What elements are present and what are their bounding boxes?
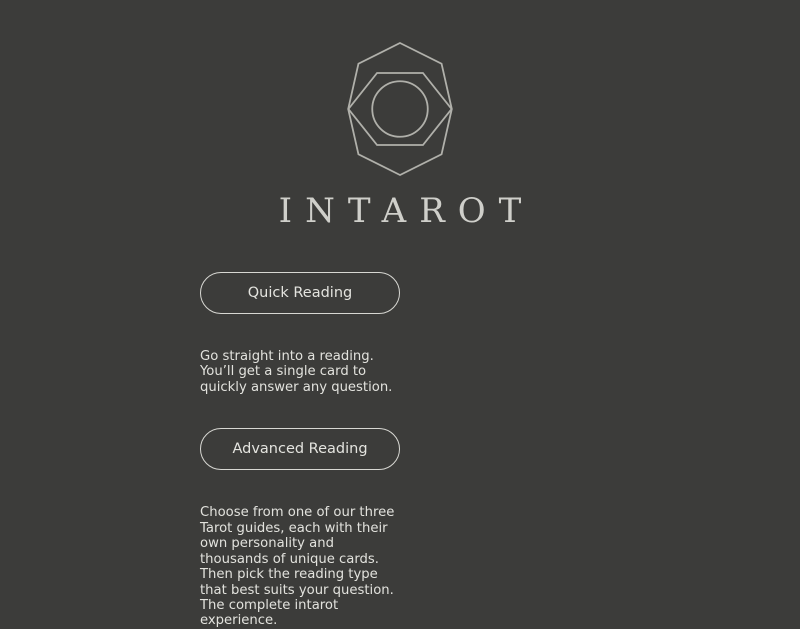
quick-reading-block <box>200 272 400 395</box>
quick-reading-button[interactable]: Quick Reading <box>200 272 400 314</box>
advanced-reading-description: Choose from one of our three Tarot guides, each with their own personality and thousands of unique cards. Then pick the reading type that best suits your question. The complete intarot experience. <box>200 505 395 629</box>
page-title: INTAROT <box>278 191 535 231</box>
advanced-reading-button[interactable]: Advanced Reading <box>200 428 400 470</box>
intarot-logo <box>320 34 480 184</box>
quick-reading-description: Go straight into a reading. You’ll get a single card to quickly answer any question. <box>200 349 393 395</box>
advanced-reading-block <box>200 428 400 629</box>
main-content <box>200 272 600 629</box>
nine-pointed-star-icon <box>325 34 475 184</box>
